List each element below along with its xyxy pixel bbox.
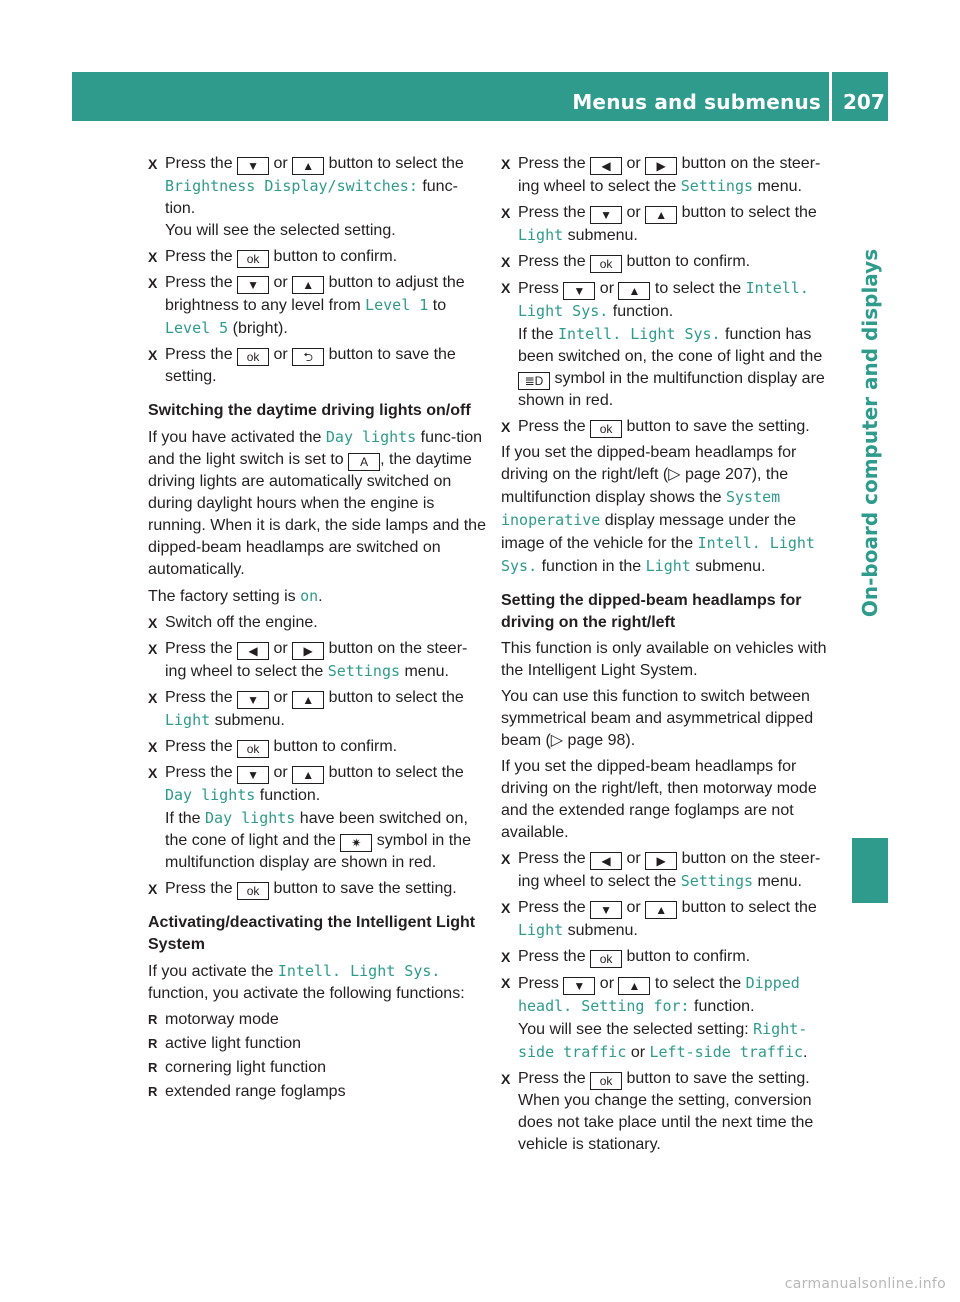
text: (bright). — [228, 320, 288, 337]
step — [148, 878, 488, 900]
down-key-icon: ▼ — [237, 157, 269, 175]
step — [501, 277, 841, 412]
paragraph — [148, 960, 488, 1005]
display-text: Light — [518, 921, 564, 939]
display-text: Day lights — [165, 786, 256, 804]
section-heading: Switching the daytime driving lights on/off — [148, 402, 471, 419]
paragraph — [501, 686, 841, 752]
text: button on the steer-ing wheel to select the — [518, 850, 821, 890]
text: Press the — [165, 880, 238, 897]
header-divider — [829, 72, 832, 121]
text: function. — [255, 787, 321, 804]
text: button to confirm. — [622, 948, 751, 965]
list-item: R active light function — [148, 1033, 488, 1055]
text: submenu. — [690, 558, 766, 575]
text: Press the — [165, 764, 238, 781]
display-text: Settings — [680, 177, 754, 195]
page-reference: ▷ page 207 — [668, 466, 752, 483]
step — [148, 153, 488, 242]
step — [501, 416, 841, 438]
text: symbol in the multifunction display are shown in red. — [165, 832, 471, 871]
text: Press the — [165, 248, 238, 265]
text: menu. — [753, 873, 802, 890]
paragraph: If you set the dipped-beam headlamps for driving on the right/left, then motorway mode and the extended range foglamps are not available. — [501, 758, 817, 841]
display-text: on — [300, 587, 319, 605]
text: Press the — [518, 850, 591, 867]
display-text: Dipped headl. Setting for: — [518, 974, 800, 1015]
section-heading: Activating/deactivating the Intelligent Light System — [148, 914, 476, 953]
step — [148, 246, 488, 268]
text: or — [622, 850, 646, 867]
side-tab-marker — [852, 838, 888, 903]
step — [148, 344, 488, 388]
down-key-icon: ▼ — [237, 691, 269, 709]
text: or — [269, 346, 293, 363]
display-text: Intell. Light Sys. — [518, 279, 809, 320]
left-key-icon: ◀ — [237, 642, 269, 660]
text: or — [622, 899, 646, 916]
text: ). — [625, 732, 636, 749]
text: button to select the — [677, 899, 817, 916]
step — [148, 736, 488, 758]
display-text: Left-side traffic — [649, 1043, 804, 1061]
text: func-tion and the light switch is set to — [148, 429, 483, 468]
up-key-icon: ▲ — [618, 977, 650, 995]
text: submenu. — [563, 922, 638, 939]
step — [501, 153, 841, 198]
text: func-tion. — [165, 178, 458, 217]
text: Press the — [165, 274, 238, 291]
down-key-icon: ▼ — [237, 276, 269, 294]
text: or — [269, 640, 293, 657]
right-column — [501, 153, 841, 1160]
text: menu. — [753, 178, 802, 195]
text: button on the steer-ing wheel to select the — [518, 155, 821, 195]
text: function, you activate the following functions: — [148, 985, 465, 1002]
text: button to confirm. — [269, 738, 398, 755]
text: If you set the dipped-beam headlamps for driving on the right/left ( — [501, 444, 797, 483]
ok-key-icon: ok — [590, 420, 622, 438]
display-text: Right-side traffic — [518, 1020, 808, 1061]
left-key-icon: ◀ — [590, 157, 622, 175]
display-text: Level 5 — [165, 319, 229, 337]
light-switch-icon: A — [348, 453, 380, 471]
page-number: 207 — [843, 90, 885, 114]
display-text: System inoperative — [501, 488, 781, 529]
left-column — [148, 153, 488, 1105]
text: button to confirm. — [269, 248, 398, 265]
text: submenu. — [563, 227, 638, 244]
ok-key-icon: ok — [237, 740, 269, 758]
step — [148, 272, 488, 340]
text: to select the — [650, 280, 746, 297]
text: or — [269, 689, 293, 706]
text: or — [269, 274, 293, 291]
step — [501, 848, 841, 893]
text: menu. — [400, 663, 449, 680]
text: Press the — [165, 640, 238, 657]
list-item: R cornering light function — [148, 1057, 488, 1079]
text: button to select the — [324, 764, 464, 781]
text: submenu. — [210, 712, 285, 729]
text: You can use this function to switch between symmetrical beam and asymmetrical dipped beam ( — [501, 688, 814, 749]
step — [148, 762, 488, 874]
text: display message under the image of the vehicle for the — [501, 512, 797, 552]
paragraph — [148, 426, 488, 581]
text: Press the — [518, 899, 591, 916]
text: If you activate the — [148, 963, 278, 980]
text: If the — [518, 326, 559, 343]
text: When you change the setting, conversion does not take place until the next time the vehicle is stationary. — [518, 1092, 814, 1153]
section-heading: Setting the dipped-beam headlamps for driving on the right/left — [501, 592, 802, 631]
step — [501, 946, 841, 968]
ok-key-icon: ok — [237, 250, 269, 268]
text: or — [595, 975, 619, 992]
up-key-icon: ▲ — [645, 901, 677, 919]
ok-key-icon: ok — [590, 950, 622, 968]
text: to select the — [650, 975, 746, 992]
text: symbol in the multifunction display are shown in red. — [518, 370, 825, 409]
ok-key-icon: ok — [237, 882, 269, 900]
step — [501, 897, 841, 942]
text: ), the multifunction display shows the — [501, 466, 789, 506]
step — [501, 251, 841, 273]
text: Press the — [165, 689, 238, 706]
text: , the daytime driving lights are automatically switched on during daylight hours when the engine is running. When it is dark, the side lamps and the dipped-beam headlamps are switched on automatically. — [148, 451, 486, 578]
display-text: Level 1 — [365, 296, 429, 314]
text: button to select the — [324, 689, 464, 706]
up-key-icon: ▲ — [292, 691, 324, 709]
back-key-icon: ⮌ — [292, 348, 324, 366]
paragraph: This function is only available on vehicles with the Intelligent Light System. — [501, 640, 827, 679]
text: Press — [518, 975, 564, 992]
display-text: Intell. Light Sys. — [501, 534, 815, 575]
text: or — [595, 280, 619, 297]
text: function in the — [537, 558, 646, 575]
display-text: Day lights — [205, 809, 296, 827]
display-text: Light — [165, 711, 211, 729]
text: Press the — [518, 155, 591, 172]
up-key-icon: ▲ — [618, 282, 650, 300]
down-key-icon: ▼ — [237, 766, 269, 784]
up-key-icon: ▲ — [645, 206, 677, 224]
text: function. — [608, 303, 674, 320]
ok-key-icon: ok — [590, 255, 622, 273]
text: or — [622, 204, 646, 221]
text: Press the — [518, 204, 591, 221]
text: button to save the setting. — [622, 1070, 810, 1087]
down-key-icon: ▼ — [563, 977, 595, 995]
display-text: Settings — [327, 662, 401, 680]
text: . — [803, 1044, 808, 1061]
down-key-icon: ▼ — [590, 206, 622, 224]
step — [148, 638, 488, 683]
step — [501, 202, 841, 247]
text: Press — [518, 280, 564, 297]
right-key-icon: ▶ — [645, 157, 677, 175]
text: function. — [689, 998, 755, 1015]
ok-key-icon: ok — [237, 348, 269, 366]
text: Press the — [165, 155, 238, 172]
up-key-icon: ▲ — [292, 766, 324, 784]
right-key-icon: ▶ — [292, 642, 324, 660]
text: Press the — [518, 948, 591, 965]
display-text: Light — [645, 557, 691, 575]
text: If you have activated the — [148, 429, 326, 446]
text: . — [318, 588, 323, 605]
text: or — [626, 1044, 650, 1061]
ok-key-icon: ok — [590, 1072, 622, 1090]
page-reference: ▷ page 98 — [550, 732, 626, 749]
step — [501, 972, 841, 1064]
step — [148, 612, 488, 634]
up-key-icon: ▲ — [292, 276, 324, 294]
text: If the — [165, 810, 206, 827]
text: have been switched on, the cone of light and the — [165, 810, 468, 849]
step — [501, 1068, 841, 1156]
text: button to save the setting. — [622, 418, 810, 435]
up-key-icon: ▲ — [292, 157, 324, 175]
display-text: Settings — [680, 872, 754, 890]
text: button to save the setting. — [269, 880, 457, 897]
text: button on the steer-ing wheel to select the — [165, 640, 468, 680]
down-key-icon: ▼ — [563, 282, 595, 300]
right-key-icon: ▶ — [645, 852, 677, 870]
display-text: Day lights — [325, 428, 417, 446]
text: You will see the selected setting: — [518, 1021, 754, 1038]
text: or — [269, 155, 293, 172]
sun-icon: ✷ — [340, 834, 372, 852]
page-header — [72, 72, 888, 121]
display-text: Light — [518, 226, 564, 244]
dipped-beam-icon: ≣D — [518, 372, 550, 390]
text: You will see the selected setting. — [165, 222, 396, 239]
text: button to adjust the brightness to any level from — [165, 274, 465, 314]
text: Press the — [518, 418, 591, 435]
text: button to select the — [324, 155, 464, 172]
paragraph — [501, 442, 841, 578]
left-key-icon: ◀ — [590, 852, 622, 870]
footer-watermark: carmanualsonline.info — [784, 1276, 946, 1292]
display-text: Intell. Light Sys. — [558, 325, 721, 343]
text: or — [622, 155, 646, 172]
text: function has been switched on, the cone of light and the — [518, 326, 823, 365]
list-item: R extended range foglamps — [148, 1081, 488, 1103]
paragraph — [148, 585, 488, 608]
display-text: Intell. Light Sys. — [277, 962, 441, 980]
header-title: Menus and submenus — [572, 90, 821, 114]
text: Press the — [165, 346, 238, 363]
step — [148, 687, 488, 732]
text: button to confirm. — [622, 253, 751, 270]
text: Press the — [165, 738, 238, 755]
text: button to save the setting. — [165, 346, 456, 385]
text: Press the — [518, 1070, 591, 1087]
side-tab-label-wrap — [848, 143, 888, 723]
text: button to select the — [677, 204, 817, 221]
display-text: Brightness Display/switches: — [165, 177, 418, 195]
down-key-icon: ▼ — [590, 901, 622, 919]
text: Press the — [518, 253, 591, 270]
text: Switch off the engine. — [165, 614, 318, 631]
side-tab-label: On-board computer and displays — [858, 248, 882, 618]
list-item: R motorway mode — [148, 1009, 488, 1031]
text: or — [269, 764, 293, 781]
text: The factory setting is — [148, 588, 301, 605]
text: to — [428, 297, 447, 314]
